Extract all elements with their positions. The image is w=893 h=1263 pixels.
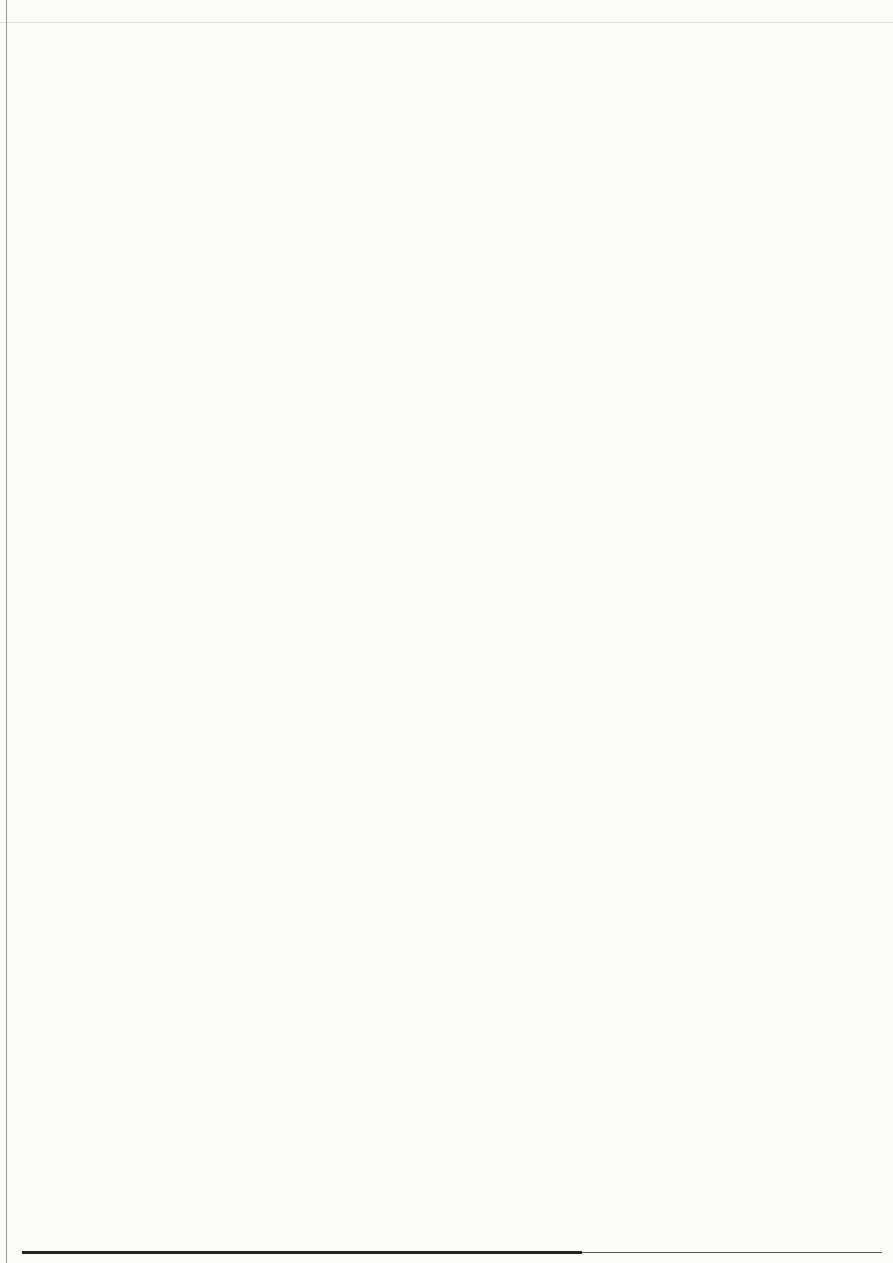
page-bottom-rule-thin	[582, 1252, 882, 1253]
scan-edge-top	[0, 22, 893, 23]
page-bottom-rule	[22, 1251, 582, 1254]
scan-edge-left	[6, 0, 7, 1263]
